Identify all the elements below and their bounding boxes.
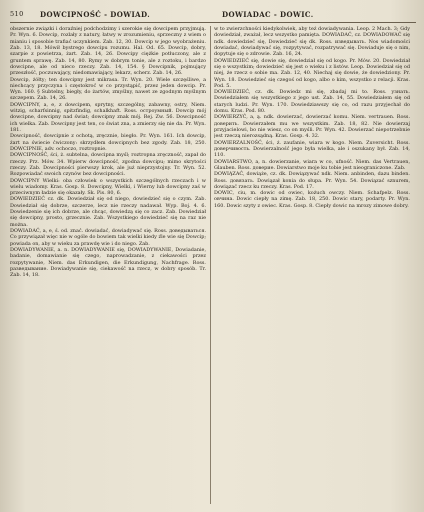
entry-paragraph: obszernie związki i doraźniej podchodzimy i szerokie się dowcipem przyjmują. Pr. Wyn. 6. Dowcip, rozlały z natury, łatwy w zrozumieniu, sprzeczny z wiem o mianiu i sposobie trafiać uczynkiem. Zab. 12, 30. Dowcip w jego wyobrażeniu. Zab. 13, 18. Mówił bystrego dowcipu rozumu. Hal. Od. 65. Dowcip, dobry, szarpie z powietrza, żart. Zab. 14, 26. Dowcipy ciężkie potłuczony, ale z gruntem sprawę. Zab. 14, 80. Rymy w dobrym tonie, ale z roztoku, i bardzo dowcipne, ale od nieco rzeczy. Zab. 14, 154. § Dowcipnik, pojmujący przeszłość, poczuwający, niedomawiający, lekarz, scherz. Zab. 14, 26.: [10, 26, 206, 77]
entry-paragraph: DOWCIPNOŚĆ, ści, ż. subtelna, dowcipna myśl; roztropna zręczność, zapał do rzeczy. Prz. Mów. 34. Wpierw dowcipność, zgodna dowcipu; mimo skrytości rzeczy. Zab. Dowcipności pierwszy krok, ale już nieprzystojny. Tr. Wyn. 52. Rozpowiadać swoich czynów bez dowcipności.: [10, 152, 206, 178]
entry-paragraph: DOWIADYWANIE, a. n. DOWIADYWANIE się, DOWIADYWANIE, Dowiadanie, badanie, domawianie się czego, naprowadzanie, z ciekawości przez rozpytywanie, Niem. das Erkundigen, die Erkundigung, Nachfrage. Ross. разведывание. Dowiadywanie się, ciekawość na rzecz, w dobry sposób. Tr. Zab. 14, 18.: [10, 246, 206, 279]
entry-paragraph: DOWCIPNY, a, e, z dowcipem, sprytny, szczególny, zabawny, ostry, Niem. witzig, scharfsinnig, spitzfindig, schalkhaft. Ross. остроумный. Dowcip mój dowcipne, dowcipny nad świat; dowcipny znak mój. Rej. Zw. 56. Dowcipność ich wielka. Zab. Dowcipny jest ten, co świat zna, a zmierzy się nie da. Pr. Wyn. 181.: [10, 101, 206, 133]
entry-paragraph: DOWIARSTWO, a, n. dowierzanie, wiara w co, ufność. Niem. das Vertrauen, Glauben. Ross. доверие. Dowiarstwo moje ku tobie jest nieograniczone. Zab.: [214, 158, 410, 171]
right-column: [214, 26, 410, 506]
entry-paragraph: DOWCIPNY Wielki: oba człowiek o wszystkich szczególnych rzeczach i w wielu wiadomy. Kras. Gosp. 8. Dowcipny, Wielki, i Wierny lub dowcipny zaś w przeciwnym ładzie się okazały. Sk. Pis. 80, 6.: [10, 177, 206, 197]
entry-paragraph: DOWIEDZIEĆ cz. dk. Dowiedział się od niego, dowiedzieć się o czym. Zab. Dowiedział się dobrze, szczerze, lecz nie rzeczy nadawał. Wyp. Boj. 4. 6. Dowiedzenie się ich dobrze, ale chcąc, dowiedzą się co zacz. Zab. Dowiedział się dowcipny, prosto, grzecznie. Zab. Wszystkiego dowiedzieć się na raz nie można.: [10, 196, 206, 228]
left-column: [10, 26, 206, 506]
entry-paragraph: DOWIERZYĆ, a, ą. ndk. dowierzać, dowierzać komu. Niem. vertrauen. Ross. доверить. Dowierzałem mu we wszystkim. Zab. 18, 82. Nie dowierzaj przyjacielowi, bo nie wiesz, co on myśli. Pr. Wyn. 42. Dowierzać niepotrzebnie jest rzeczą nierozsądną. Kras. Gosp. 4. 32.: [214, 114, 410, 140]
page-header: [10, 8, 416, 22]
entry-paragraph: DOWIEDZIEĆ, cz. dk. Dowiedz mi się, zbadaj mi to. Ross. узнать. Dowiedziałem się wszystkiego z jego ust. Zab. 14, 55. Dowiedziałem się od starych ludzi. Pr. Wyn. 170. Dowiedziawszy się co, od razu przyjechał do domu. Kras. Pod. 80.: [214, 89, 410, 115]
entry-paragraph: w to zwierzchności kiedykolwiek, aby też dowiadywania. Leop. 2 Mach. 3; Gdy dowiedział, zważał, lecz wszystko pamięta. DOWIADAĆ, cz. DOWIADOWAĆ się ndk. dowiedzieć się, Dowiedzieć się dk. Ross. изведывать. Nos wiadomości dowiadać, dowiadywać się, rozpytywać, rozpatrywać się. Dowiaduje się o nim, dopytuje się o zdrowie. Zab. 16, 24.: [214, 26, 410, 58]
entry-paragraph: DOWIERZALNOŚĆ, ści, ż. zaufanie, wiara w kogo. Niem. Zuversicht. Ross. доверчивость. Dowierzalność jego była wielka, ale i oszukany był. Zab. 14, 110.: [214, 139, 410, 159]
entry-paragraph: DOWIC, ciu, m. dowic od owiec, kożuch owczy. Niem. Schafpelz. Ross. овчина. Dowic ciepły na zimę. Zab. 18, 250. Dowic stary, podarty. Pr. Wyn. 160. Dowic szyty z owiec. Kras. Gosp. 8. Ciepły dowic na mrozy zimowe dobry.: [214, 190, 410, 209]
header-rule: [10, 22, 416, 23]
page-number: 510: [10, 10, 24, 18]
entry-paragraph: DOWIADAĆ, a, e, ś. od. znać. dowiadać, dowiadywać się. Ross. доведываться. Co przywiązał więc nie w ogóle do bowiem tak wielki kiedy źle wie się Dowcip; powiada on, aby w wieku za prawdę wie i do niego. Zab.: [10, 228, 206, 247]
left-running-title: DOWCIPNOŚĆ - DOWIAD.: [40, 10, 151, 19]
right-running-title: DOWIADAC - DOWIC.: [222, 10, 314, 19]
column-divider: [210, 26, 211, 504]
entry-paragraph: Dowcipność, dowcipnie z ochotą, zręcznie, biegło. Pr. Wyn. 161. Ich dowcip, żart na świecie ćwiczony: skrzydłem dowcipnych bez zgody. Zab. 18, 250. DOWCIPNIE, adv. ochoczo, roztropnie.: [10, 133, 206, 152]
entry-paragraph: DOWIĄZAĆ, dowiąże, cz. dk. Dowiązywać ndk. Niem. anbinden, dazu binden. Ross. довязать. Dowiązał konia do słupa. Pr. Wyn. 54. Dowiązać sznurem, dowiązać rzecz ku rzeczy. Kras. Pod. 17.: [214, 171, 410, 190]
entry-paragraph: DOWIEDZIEĆ się, dowie się, dowiedział się od kogo. Pr. Mów. 20. Dowiedział się o wszystkim; dowiedzieć się jest o wieku i z listów. Leop. Dowiedział się od niej, że rzecz o sobie ma. Zab. 12, 40. Niechaj się dowie, że dowiedziony. Pr. Wyn. 18. Dowiedzieć się czegoś od kogo, albo o kim, wszystko z relacji. Kras. Pod. 5.: [214, 57, 410, 89]
entry-paragraph: Dowcip, żółty; ten dowcipny jest mikrasa. Tr. Wyn. 20. Wiele szczęśliwe, a niechcący przyczyna i częstokroć w co przystąpić, przez jeden dowcip. Pr. Wyn. 160. § Subtelny, biegły, do żartów, zmyślny, nawet ze zgodnym myślnym szczepem. Zab. 14, 26.: [10, 76, 206, 102]
